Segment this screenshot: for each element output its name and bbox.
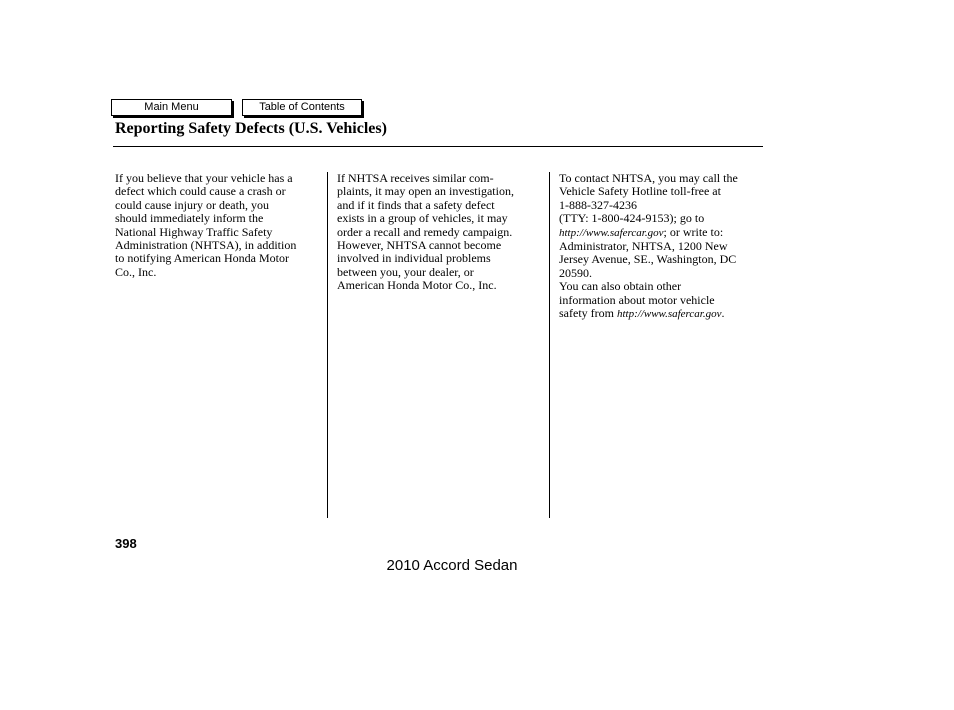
page-number: 398 bbox=[115, 536, 137, 551]
nhtsa-website-link[interactable]: http://www.safercar.gov bbox=[559, 226, 664, 239]
text-line: between you, your dealer, or bbox=[337, 264, 474, 279]
text-line: (TTY: 1-800-424-9153); go to bbox=[559, 211, 705, 226]
text-line: could cause injury or death, you bbox=[115, 197, 269, 212]
title-divider bbox=[113, 146, 763, 147]
text-line: To contact NHTSA, you may call the bbox=[559, 171, 738, 185]
text-line: Administrator, NHTSA, 1200 New bbox=[559, 239, 728, 254]
column-1 bbox=[115, 172, 296, 279]
text-line: Vehicle Safety Hotline toll-free at bbox=[559, 184, 721, 199]
text-line: exists in a group of vehicles, it may bbox=[337, 211, 508, 226]
text-line: Co., Inc. bbox=[115, 264, 157, 279]
text-line: order a recall and remedy campaign. bbox=[337, 224, 513, 239]
text-line: Jersey Avenue, SE., Washington, DC bbox=[559, 252, 737, 267]
text-line: 20590. bbox=[559, 265, 592, 280]
text-line bbox=[559, 226, 738, 240]
text-line: American Honda Motor Co., Inc. bbox=[337, 278, 497, 293]
safercar-website-link[interactable]: http://www.safercar.gov bbox=[616, 308, 722, 321]
column-divider bbox=[549, 172, 550, 518]
text-line bbox=[559, 307, 738, 321]
column-2 bbox=[337, 172, 514, 293]
text-line: plaints, it may open an investigation, bbox=[337, 184, 514, 199]
text-line: You can also obtain other bbox=[559, 279, 682, 294]
text-line: If NHTSA receives similar com- bbox=[337, 171, 494, 185]
text-line: involved in individual problems bbox=[337, 251, 491, 266]
text-fragment: ; or write to: bbox=[663, 224, 724, 239]
table-of-contents-button[interactable]: Table of Contents bbox=[242, 99, 362, 116]
page-title: Reporting Safety Defects (U.S. Vehicles) bbox=[115, 120, 387, 137]
column-3 bbox=[559, 172, 738, 321]
text-fragment: . bbox=[721, 306, 725, 321]
main-menu-button[interactable]: Main Menu bbox=[111, 99, 232, 116]
text-fragment: safety from bbox=[559, 306, 617, 321]
text-line: National Highway Traffic Safety bbox=[115, 224, 273, 239]
text-line: However, NHTSA cannot become bbox=[337, 238, 502, 253]
text-line: If you believe that your vehicle has a bbox=[115, 171, 293, 185]
text-line: should immediately inform the bbox=[115, 211, 264, 226]
column-divider bbox=[327, 172, 328, 518]
text-line: to notifying American Honda Motor bbox=[115, 251, 289, 266]
footer-model-name: 2010 Accord Sedan bbox=[386, 557, 518, 574]
text-line: and if it finds that a safety defect bbox=[337, 197, 495, 212]
text-line: 1-888-327-4236 bbox=[559, 197, 637, 212]
text-line: defect which could cause a crash or bbox=[115, 184, 286, 199]
text-line: information about motor vehicle bbox=[559, 292, 715, 307]
text-line: Administration (NHTSA), in addition bbox=[115, 238, 297, 253]
